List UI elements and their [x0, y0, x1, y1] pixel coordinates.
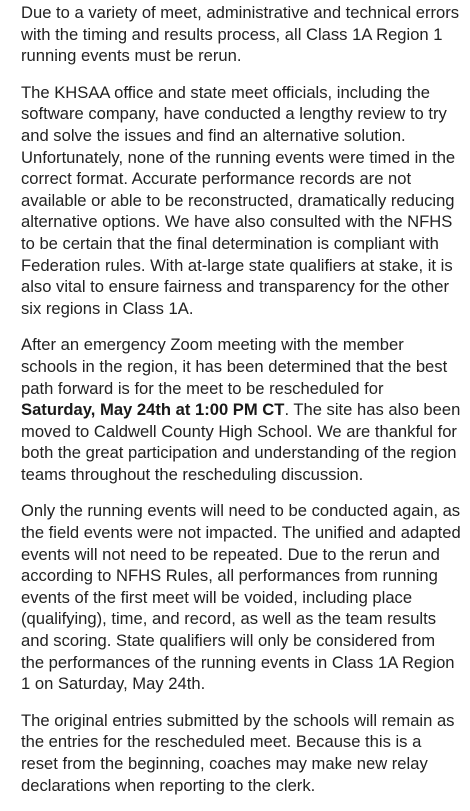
reschedule-text-before: After an emergency Zoom meeting with the member schools in the region, it has been determined that the best path forward is for the meet to be rescheduled for — [21, 335, 448, 398]
paragraph-entries: The original entries submitted by the schools will remain as the entries for the rescheduled meet. Because this is a reset from the beginning, coaches may make new relay declarations when reporting to the clerk. — [21, 710, 455, 795]
announcement-body — [21, 0, 461, 811]
paragraph-rerun-notice: Due to a variety of meet, administrative and technical errors with the timing and results process, all Class 1A Region 1 running events must be rerun. — [21, 3, 460, 66]
paragraph-reschedule — [21, 334, 461, 485]
paragraph-running-events: Only the running events will need to be conducted again, as the field events were not impacted. The unified and adapted events will not need to be repeated. Due to the rerun and according to NFHS Rules, all performances from running events of the first meet will be voided, including place (qualifying), time, and record, as well as the team results and scoring. State qualifiers will only be considered from the performances of the running events in Class 1A Region 1 on Saturday, May 24th. — [21, 501, 461, 694]
reschedule-date: Saturday, May 24th at 1:00 PM CT — [21, 400, 285, 420]
reschedule-text-after: . The site has also been moved to Caldwell County High School. We are thankful for both the great participation and understanding of the region teams throughout the rescheduling discussion. — [21, 400, 461, 484]
paragraph-review: The KHSAA office and state meet officials, including the software company, have conducted a lengthy review to try and solve the issues and find an alternative solution. Unfortunately, none of the running events were timed in the correct format. Accurate performance records are not available or able to be reconstructed, dramatically reducing alternative options. We have also consulted with the NFHS to be certain that the final determination is compliant with Federation rules. With at-large state qualifiers at stake, it is also vital to ensure fairness and transparency for the other six regions in Class 1A. — [21, 82, 456, 318]
